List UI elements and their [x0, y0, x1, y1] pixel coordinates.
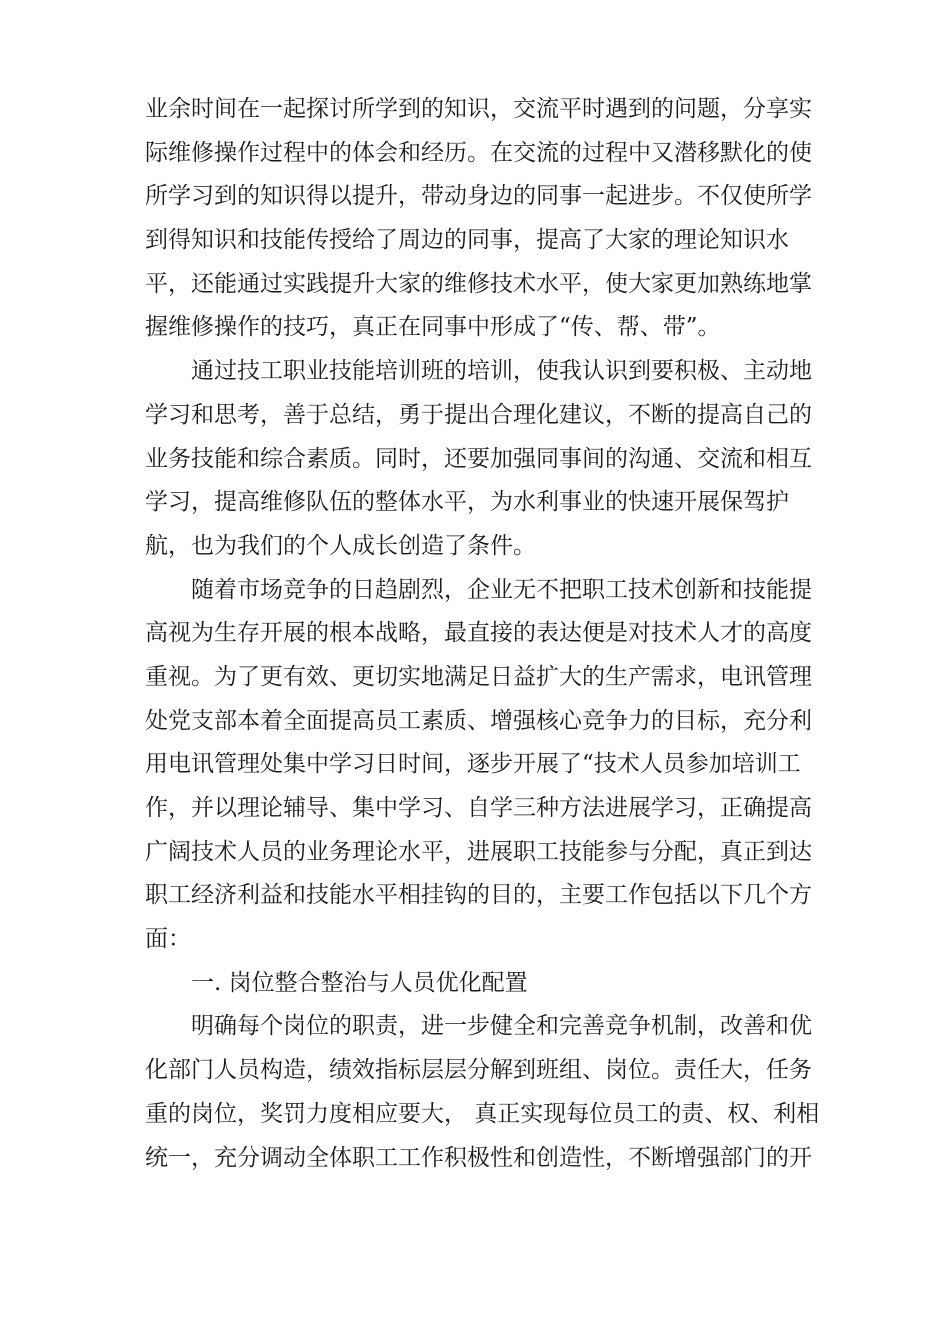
- text-line: 重的岗位，奖罚力度相应要大， 真正实现每位员工的责、权、利相: [145, 1100, 820, 1127]
- text-line: 一. 岗位整合整治与人员优化配置: [191, 969, 528, 996]
- text-line: 随着市场竞争的日趋剧烈，企业无不把职工技术创新和技能提: [191, 576, 812, 603]
- text-line: 业务技能和综合素质。同时，还要加强同事间的沟通、交流和相互: [145, 445, 812, 472]
- text-line: 航，也为我们的个人成长创造了条件。: [145, 532, 536, 559]
- text-line: 明确每个岗位的职责，进一步健全和完善竞争机制，改善和优: [191, 1013, 812, 1040]
- text-line: 化部门人员构造，绩效指标层层分解到班组、岗位。责任大，任务: [145, 1057, 812, 1084]
- text-line: 用电讯管理处集中学习日时间，逐步开展了“技术人员参加培训工: [145, 751, 801, 778]
- text-line: 作，并以理论辅导、集中学习、自学三种方法进展学习，正确提高: [145, 795, 812, 821]
- text-line: 高视为生存开展的根本战略，最直接的表达便是对技术人才的高度: [145, 620, 812, 647]
- text-line: 职工经济利益和技能水平相挂钩的目的，主要工作包括以下几个方: [145, 882, 812, 909]
- text-line: 重视。为了更有效、更切实地满足日益扩大的生产需求，电讯管理: [145, 663, 812, 690]
- text-line: 处党支部本着全面提高员工素质、增强核心竞争力的目标，充分利: [145, 707, 812, 734]
- text-line: 学习，提高维修队伍的整体水平，为水利事业的快速开展保驾护: [145, 489, 789, 516]
- text-line: 统一，充分调动全体职工工作积极性和创造性，不断增强部门的开: [145, 1144, 812, 1171]
- body-text: [145, 88, 825, 1180]
- text-line: 业余时间在一起探讨所学到的知识，交流平时遇到的问题，分享实: [145, 96, 812, 122]
- text-line: 所学习到的知识得以提升，带动身边的同事一起进步。不仅使所学: [145, 183, 812, 210]
- text-line: 平，还能通过实践提升大家的维修技术水平，使大家更加熟练地掌: [145, 270, 812, 297]
- text-line: 际维修操作过程中的体会和经历。在交流的过程中又潜移默化的使: [145, 139, 812, 166]
- text-line: 面：: [145, 926, 191, 953]
- text-line: 广阔技术人员的业务理论水平，进展职工技能参与分配，真正到达: [145, 838, 812, 865]
- text-line: 学习和思考，善于总结，勇于提出合理化建议，不断的提高自己的: [145, 401, 812, 428]
- text-line: 通过技工职业技能培训班的培训，使我认识到要积极、主动地: [191, 358, 812, 385]
- text-line: 到得知识和技能传授给了周边的同事，提高了大家的理论知识水: [145, 227, 789, 254]
- text-line: 握维修操作的技巧，真正在同事中形成了“传、帮、带”。: [145, 314, 721, 341]
